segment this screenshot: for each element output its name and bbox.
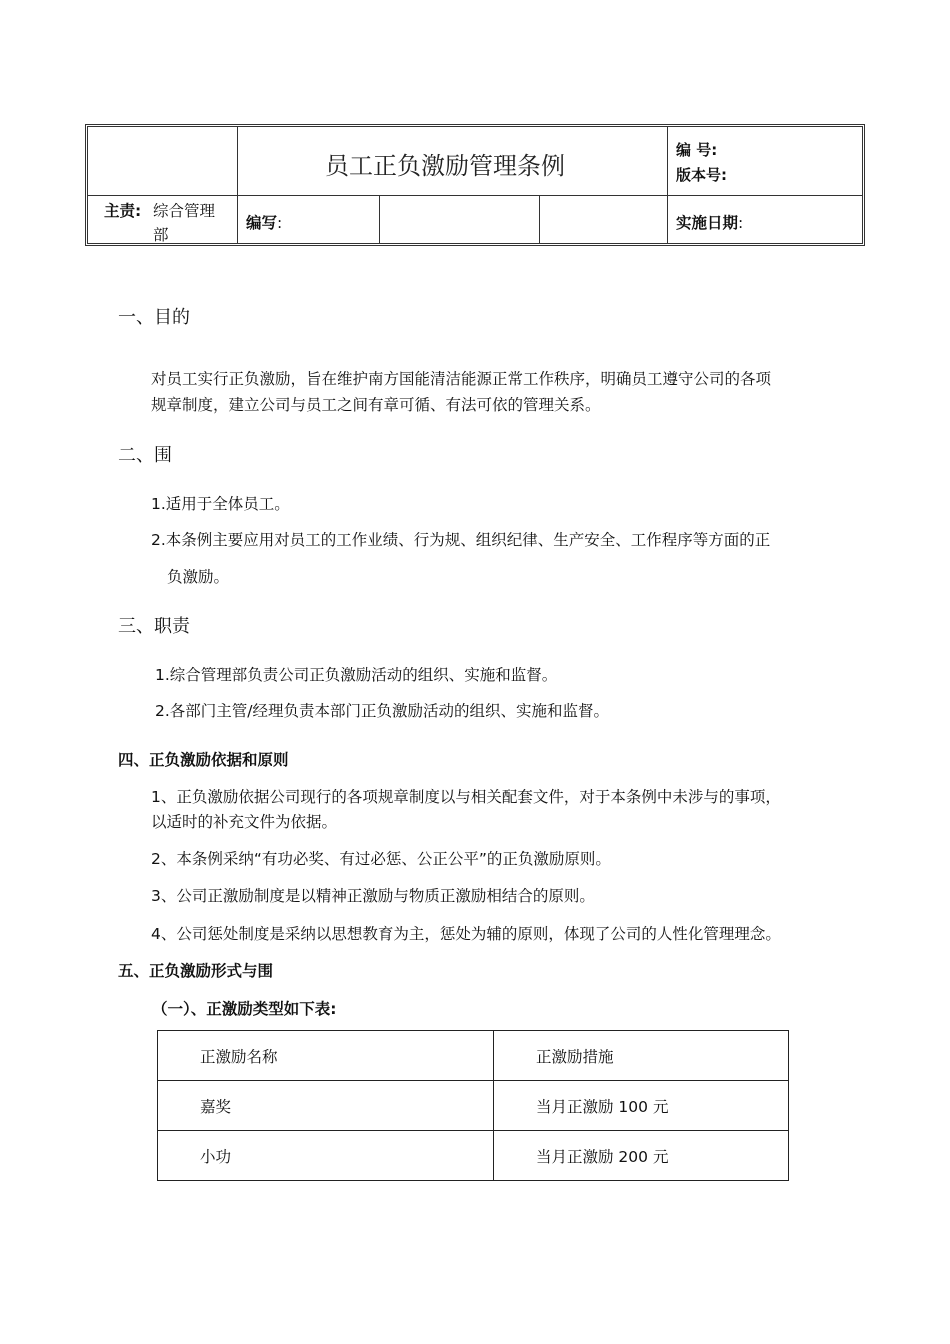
owner-value-line2: 部 bbox=[153, 226, 169, 244]
reward-types-table bbox=[157, 1030, 789, 1181]
section-5-title: 五、正负激励形式与围 bbox=[118, 962, 274, 980]
header-col-divider bbox=[539, 195, 540, 243]
version-label: 版本号: bbox=[676, 166, 727, 184]
table-header-cell: 正激励名称 bbox=[158, 1031, 494, 1081]
section-1-paragraph-line1: 对员工实行正负激励，旨在维护南方国能清洁能源正常工作秩序，明确员工遵守公司的各项 bbox=[151, 370, 772, 388]
table-row bbox=[158, 1131, 789, 1181]
owner-value-line1: 综合管理 bbox=[153, 202, 216, 220]
table-cell: 当月正激励 100 元 bbox=[494, 1081, 789, 1131]
section-1-paragraph-line2: 规章制度，建立公司与员工之间有章可循、有法可依的管理关系。 bbox=[151, 396, 601, 414]
author-field bbox=[246, 211, 282, 233]
section-4-item-2: 2、本条例采纳“有功必奖、有过必惩、公正公平”的正负激励原则。 bbox=[151, 850, 611, 868]
table-header-row bbox=[158, 1031, 789, 1081]
section-2-title: 二、围 bbox=[118, 445, 172, 466]
effective-date-label: 实施日期 bbox=[676, 214, 739, 232]
section-3-item-1: 1.综合管理部负责公司正负激励活动的组织、实施和监督。 bbox=[155, 666, 558, 684]
header-col-divider bbox=[667, 127, 668, 243]
document-code-label: 编 号: bbox=[676, 141, 718, 159]
section-4-item-4: 4、公司惩处制度是采纳以思想教育为主，惩处为辅的原则，体现了公司的人性化管理理念。 bbox=[151, 925, 781, 943]
table-cell: 当月正激励 200 元 bbox=[494, 1131, 789, 1181]
table-cell: 小功 bbox=[158, 1131, 494, 1181]
section-4-item-1-line2: 以适时的补充文件为依据。 bbox=[151, 813, 338, 831]
section-5-subtitle-1: （一）、正激励类型如下表: bbox=[152, 1000, 337, 1018]
effective-date-colon: : bbox=[738, 214, 744, 232]
section-2-item-2-line2: 负激励。 bbox=[167, 568, 230, 586]
section-1-title: 一、目的 bbox=[118, 307, 190, 328]
table-header-cell: 正激励措施 bbox=[494, 1031, 789, 1081]
author-label: 编写 bbox=[246, 214, 278, 232]
section-3-item-2: 2.各部门主管/经理负责本部门正负激励活动的组织、实施和监督。 bbox=[155, 702, 610, 720]
header-row-divider bbox=[88, 195, 862, 196]
owner-label: 主责: bbox=[104, 202, 142, 220]
author-colon: : bbox=[277, 214, 283, 232]
table-row bbox=[158, 1081, 789, 1131]
section-3-title: 三、职责 bbox=[118, 616, 190, 637]
section-2-item-1: 1.适用于全体员工。 bbox=[151, 495, 290, 513]
effective-date-field bbox=[676, 211, 743, 233]
section-4-item-1-line1: 1、正负激励依据公司现行的各项规章制度以与相关配套文件，对于本条例中未涉与的事项， bbox=[151, 788, 781, 806]
section-4-title: 四、正负激励依据和原则 bbox=[118, 751, 289, 769]
section-2-item-2-line1: 2.本条例主要应用对员工的工作业绩、行为规、组织纪律、生产安全、工作程序等方面的正 bbox=[151, 531, 771, 549]
document-title: 员工正负激励管理条例 bbox=[325, 152, 565, 180]
document-header-table bbox=[85, 124, 865, 246]
header-col-divider bbox=[237, 127, 238, 243]
section-4-item-3: 3、公司正激励制度是以精神正激励与物质正激励相结合的原则。 bbox=[151, 887, 595, 905]
header-col-divider bbox=[379, 195, 380, 243]
table-cell: 嘉奖 bbox=[158, 1081, 494, 1131]
